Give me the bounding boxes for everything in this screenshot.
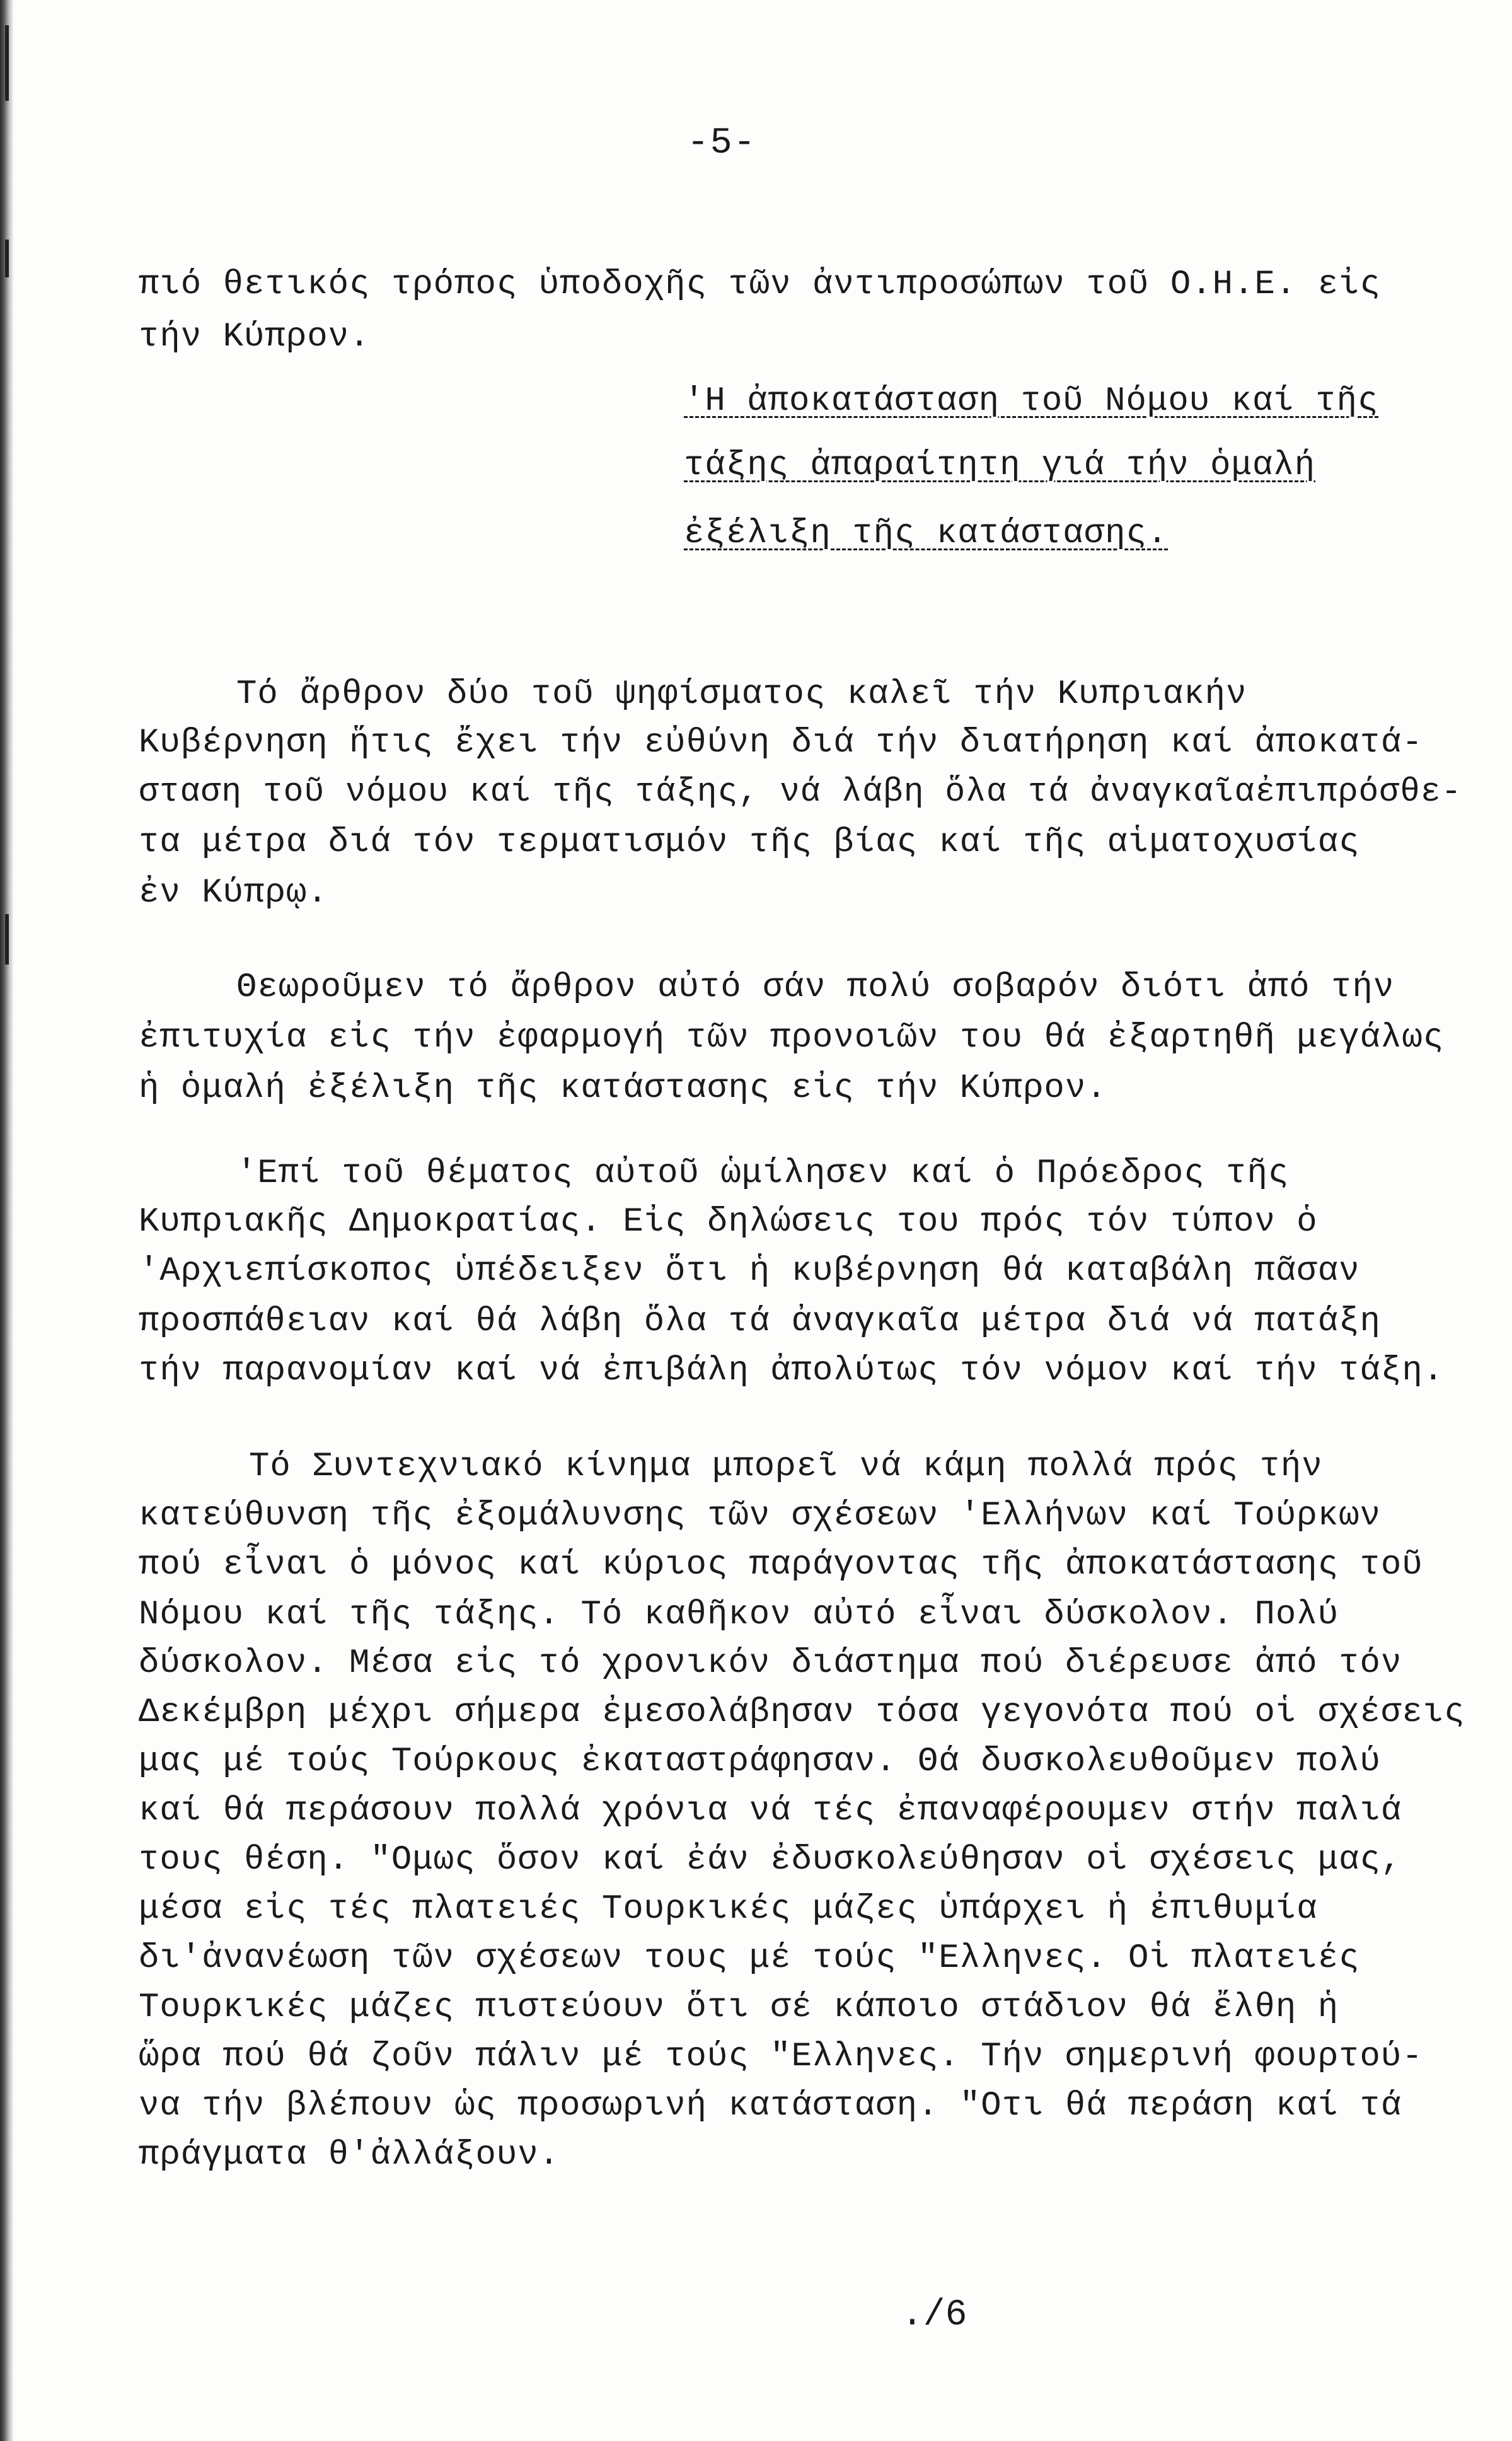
paragraph-4-line: Νόμου καί τῆς τάξης. Τό καθῆκον αὐτό εἶναι δύσκολον. Πολύ — [139, 1596, 1339, 1634]
paragraph-4-line: Τό Συντεχνιακό κίνημα μπορεῖ νά κάμη πολλά πρός τήν — [249, 1447, 1323, 1486]
paragraph-3-line: Κυπριακῆς Δημοκρατίας. Εἰς δηλώσεις του πρός τόν τύπον ὁ — [139, 1203, 1318, 1241]
section-heading-line: τάξης ἀπαραίτητη γιά τήν ὁμαλή — [684, 446, 1316, 485]
paragraph-4-line: ὥρα πού θά ζοῦν πάλιν μέ τούς "Ελληνες. Τήν σημερινή φουρτού- — [139, 2038, 1423, 2076]
paragraph-2-line: ἡ ὁμαλή ἐξέλιξη τῆς κατάστασης εἰς τήν Κύπρον. — [139, 1069, 1107, 1108]
paragraph-3-line: 'Επί τοῦ θέματος αὐτοῦ ὡμίλησεν καί ὁ Πρόεδρος τῆς — [236, 1154, 1290, 1193]
paragraph-1-line: σταση τοῦ νόμου καί τῆς τάξης, νά λάβη ὅλα τά ἀναγκαῖαἐπιπρόσθε- — [139, 773, 1462, 811]
scan-edge-mark — [5, 914, 9, 965]
page-number: -5- — [687, 123, 757, 164]
paragraph-4-line: πράγματα θ'ἀλλάξουν. — [139, 2136, 560, 2174]
paragraph-4-line: κατεύθυνση τῆς ἐξομάλυνσης τῶν σχέσεων 'Ελλήνων καί Τούρκων — [139, 1497, 1381, 1535]
paragraph-4-line: δι'ἀνανέωση τῶν σχέσεων τους μέ τούς "Ελληνες. Οἱ πλατειές — [139, 1939, 1360, 1978]
paragraph-1-line: Τό ἄρθρον δύο τοῦ ψηφίσματος καλεῖ τήν Κυπριακήν — [236, 675, 1247, 714]
paragraph-4-line: Τουρκικές μάζες πιστεύουν ὅτι σέ κάποιο στάδιον θά ἔλθη ἡ — [139, 1988, 1339, 2027]
intro-line: τήν Κύπρον. — [139, 318, 371, 356]
paragraph-4-line: μέσα εἰς τές πλατειές Τουρκικές μάζες ὑπάρχει ἡ ἐπιθυμία — [139, 1890, 1318, 1928]
next-page-marker: ./6 — [901, 2295, 967, 2336]
paragraph-3-line: 'Αρχιεπίσκοπος ὑπέδειξεν ὅτι ἡ κυβέρνηση θά καταβάλη πᾶσαν — [139, 1252, 1360, 1290]
scan-edge-mark — [5, 240, 9, 277]
paragraph-2-line: ἐπιτυχία εἰς τήν ἐφαρμογή τῶν προνοιῶν του θά ἐξαρτηθῆ μεγάλως — [139, 1019, 1445, 1057]
section-heading-line: 'Η ἀποκατάσταση τοῦ Νόμου καί τῆς — [684, 382, 1379, 420]
paragraph-3-line: τήν παρανομίαν καί νά ἐπιβάλη ἀπολύτως τόν νόμον καί τήν τάξη. — [139, 1352, 1445, 1390]
paragraph-4-line: να τήν βλέπουν ὡς προσωρινή κατάσταση. "Οτι θά περάση καί τά — [139, 2087, 1402, 2125]
intro-line: πιό θετικός τρόπος ὑποδοχῆς τῶν ἀντιπροσώπων τοῦ Ο.Η.Ε. εἰς — [139, 265, 1381, 304]
paragraph-2-line: Θεωροῦμεν τό ἄρθρον αὐτό σάν πολύ σοβαρόν διότι ἀπό τήν — [236, 968, 1395, 1007]
paragraph-3-line: προσπάθειαν καί θά λάβη ὅλα τά ἀναγκαῖα μέτρα διά νά πατάξη — [139, 1302, 1381, 1341]
scan-edge-mark — [5, 25, 9, 101]
paragraph-1-line: τα μέτρα διά τόν τερματισμόν τῆς βίας καί τῆς αἱματοχυσίας — [139, 823, 1360, 862]
paragraph-4-line: πού εἶναι ὁ μόνος καί κύριος παράγοντας τῆς ἀποκατάστασης τοῦ — [139, 1546, 1423, 1584]
paragraph-4-line: καί θά περάσουν πολλά χρόνια νά τές ἐπαναφέρουμεν στήν παλιά — [139, 1792, 1402, 1830]
scan-edge — [0, 0, 14, 2441]
paragraph-4-line: Δεκέμβρη μέχρι σήμερα ἐμεσολάβησαν τόσα γεγονότα πού οἱ σχέσεις — [139, 1693, 1465, 1732]
paragraph-4-line: δύσκολον. Μέσα εἰς τό χρονικόν διάστημα πού διέρευσε ἀπό τόν — [139, 1644, 1402, 1683]
paragraph-4-line: τους θέση. "Ομως ὅσον καί ἐάν ἐδυσκολεύθησαν οἱ σχέσεις μας, — [139, 1841, 1402, 1879]
paragraph-1-line: ἐν Κύπρῳ. — [139, 874, 328, 912]
paragraph-1-line: Κυβέρνηση ἥτις ἔχει τήν εὐθύνη διά τήν διατήρηση καί ἀποκατά- — [139, 724, 1423, 762]
section-heading-line: ἐξέλιξη τῆς κατάστασης. — [684, 514, 1169, 553]
paragraph-4-line: μας μέ τούς Τούρκους ἐκαταστράφησαν. Θά δυσκολευθοῦμεν πολύ — [139, 1742, 1381, 1781]
